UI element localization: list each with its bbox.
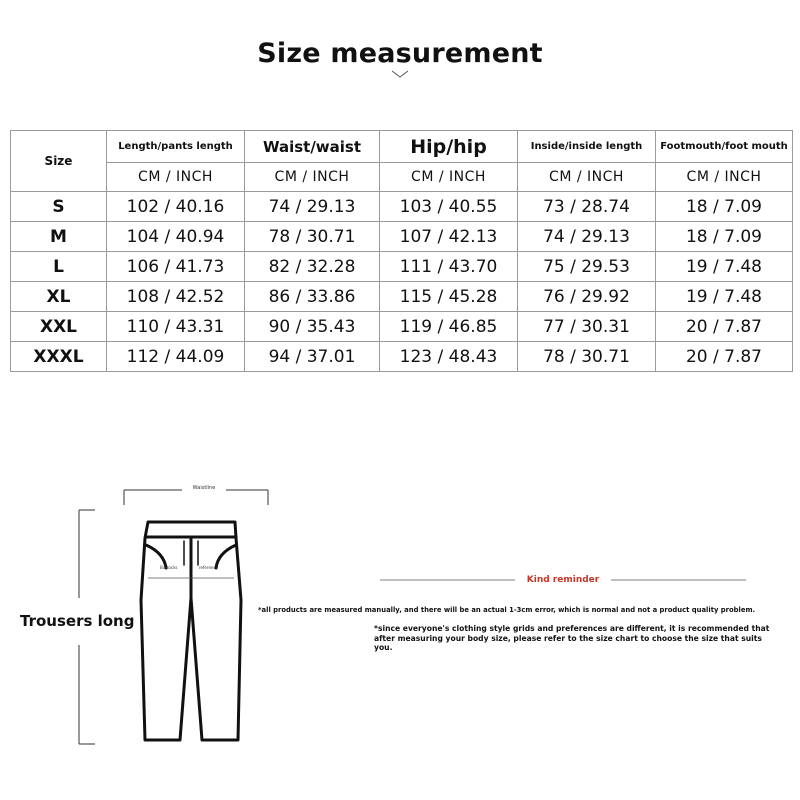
kind-reminder-title: Kind reminder [526,575,600,585]
waistline-label: Waistline [192,485,216,491]
foot-mouth-cell: 19 / 7.48 [656,282,793,312]
waist-cell: 90 / 35.43 [245,312,380,342]
size-chart-table [10,130,793,372]
size-cell: XL [11,282,107,312]
unit-label: CM / INCH [518,163,656,192]
hip-cell: 103 / 40.55 [380,192,518,222]
foot-mouth-cell: 18 / 7.09 [656,222,793,252]
length-cell: 112 / 44.09 [107,342,245,372]
size-cell: XXL [11,312,107,342]
trousers-length-label: Trousers long [20,612,135,630]
unit-label: CM / INCH [656,163,793,192]
unit-label: CM / INCH [245,163,380,192]
hip-cell: 115 / 45.28 [380,282,518,312]
table-row [11,342,793,372]
table-unit-row [11,163,793,192]
column-header-hip: Hip/hip [380,131,518,163]
hip-cell: 123 / 48.43 [380,342,518,372]
inside-length-cell: 74 / 29.13 [518,222,656,252]
waist-cell: 86 / 33.86 [245,282,380,312]
table-row [11,312,793,342]
waist-cell: 94 / 37.01 [245,342,380,372]
reminder-note-size-advice: *since everyone's clothing style grids and preferences are different, it is recommended that after measuring your body size, please refer to the size chart to choose the size that suits you. [374,624,770,652]
inside-length-cell: 76 / 29.92 [518,282,656,312]
unit-label: CM / INCH [107,163,245,192]
size-column-header: Size [11,131,107,192]
size-cell: L [11,252,107,282]
table-row [11,222,793,252]
size-cell: M [11,222,107,252]
table-row [11,282,793,312]
foot-mouth-cell: 18 / 7.09 [656,192,793,222]
size-cell: XXXL [11,342,107,372]
column-header-length: Length/pants length [107,131,245,163]
waist-cell: 82 / 32.28 [245,252,380,282]
waist-cell: 78 / 30.71 [245,222,380,252]
column-header-inside-length: Inside/inside length [518,131,656,163]
table-header-row [11,131,793,163]
waist-cell: 74 / 29.13 [245,192,380,222]
inside-length-cell: 78 / 30.71 [518,342,656,372]
reference-label: reference [199,565,219,570]
foot-mouth-cell: 20 / 7.87 [656,342,793,372]
chevron-down-icon [390,69,410,79]
foot-mouth-cell: 20 / 7.87 [656,312,793,342]
hip-cell: 107 / 42.13 [380,222,518,252]
page-title: Size measurement [257,38,543,69]
size-cell: S [11,192,107,222]
length-cell: 108 / 42.52 [107,282,245,312]
inside-length-cell: 77 / 30.31 [518,312,656,342]
trousers-icon [141,522,241,740]
table-row [11,192,793,222]
foot-mouth-cell: 19 / 7.48 [656,252,793,282]
length-cell: 104 / 40.94 [107,222,245,252]
inside-length-cell: 73 / 28.74 [518,192,656,222]
column-header-foot-mouth: Footmouth/foot mouth [656,131,793,163]
reminder-note-measurement-error: *all products are measured manually, and there will be an actual 1-3cm error, which is normal and not a product quality problem. [258,606,756,614]
hip-cell: 111 / 43.70 [380,252,518,282]
length-cell: 106 / 41.73 [107,252,245,282]
inside-length-cell: 75 / 29.53 [518,252,656,282]
length-cell: 110 / 43.31 [107,312,245,342]
unit-label: CM / INCH [380,163,518,192]
buttocks-label: Buttocks [160,565,178,570]
column-header-waist: Waist/waist [245,131,380,163]
waistline-bracket [124,490,268,505]
length-cell: 102 / 40.16 [107,192,245,222]
hip-cell: 119 / 46.85 [380,312,518,342]
table-row [11,252,793,282]
